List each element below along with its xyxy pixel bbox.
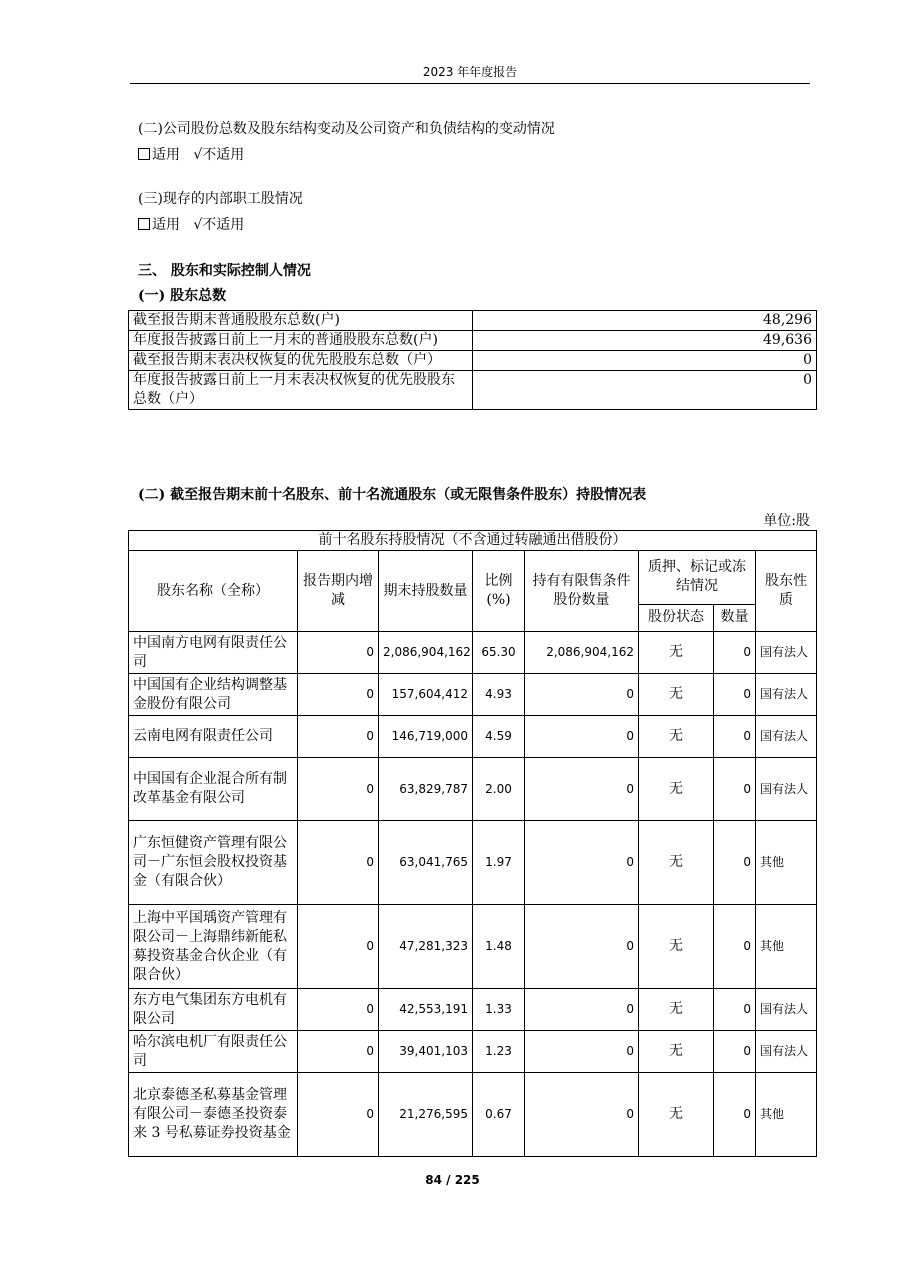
table-caption: 前十名股东持股情况（不含通过转融通出借股份） (129, 531, 817, 551)
checkbox-applicable (138, 218, 150, 230)
row-ratio: 1.48 (473, 905, 525, 989)
row-status: 无 (639, 905, 714, 989)
row-shares: 47,281,323 (379, 905, 473, 989)
row-status: 无 (639, 632, 714, 674)
row-change: 0 (298, 716, 379, 758)
not-applicable-label: √不适用 (193, 147, 245, 163)
row-name: 东方电气集团东方电机有限公司 (129, 989, 298, 1031)
subsection-2-title: (二) 截至报告期末前十名股东、前十名流通股东（或无限售条件股东）持股情况表 (138, 487, 647, 503)
row-status: 无 (639, 1031, 714, 1073)
not-applicable-label: √不适用 (193, 217, 245, 233)
row-shares: 39,401,103 (379, 1031, 473, 1073)
table-header-row (129, 551, 817, 605)
row-nature: 其他 (756, 1073, 817, 1157)
shareholder-totals-table (128, 310, 817, 410)
row-qty: 0 (714, 674, 756, 716)
row-ratio: 2.00 (473, 758, 525, 821)
row-label: 年度报告披露日前上一月末的普通股股东总数(户) (129, 331, 473, 351)
row-qty: 0 (714, 716, 756, 758)
row-label: 截至报告期末表决权恢复的优先股股东总数（户） (129, 351, 473, 371)
row-nature: 其他 (756, 821, 817, 905)
header-ratio: 比例(%) (473, 551, 525, 632)
row-name: 上海中平国瑀资产管理有限公司－上海鼎纬新能私募投资基金合伙企业（有限合伙） (129, 905, 298, 989)
table-row (129, 1073, 817, 1157)
table-row (129, 905, 817, 989)
row-name: 中国南方电网有限责任公司 (129, 632, 298, 674)
row-nature: 其他 (756, 905, 817, 989)
subsection-1-title: (一) 股东总数 (138, 288, 227, 304)
row-value: 0 (473, 351, 817, 371)
row-name: 中国国有企业结构调整基金股份有限公司 (129, 674, 298, 716)
row-name: 云南电网有限责任公司 (129, 716, 298, 758)
row-shares: 2,086,904,162 (379, 632, 473, 674)
table-row (129, 351, 817, 371)
table-row (129, 331, 817, 351)
header-restricted: 持有有限售条件股份数量 (525, 551, 639, 632)
header-pledge-status: 股份状态 (639, 604, 714, 631)
row-change: 0 (298, 905, 379, 989)
row-status: 无 (639, 674, 714, 716)
table-row (129, 371, 817, 410)
row-qty: 0 (714, 821, 756, 905)
header-nature: 股东性质 (756, 551, 817, 632)
section-3-options (138, 214, 244, 234)
row-status: 无 (639, 758, 714, 821)
table-row (129, 821, 817, 905)
row-shares: 63,041,765 (379, 821, 473, 905)
row-restricted: 0 (525, 1073, 639, 1157)
table-row (129, 1031, 817, 1073)
row-restricted: 0 (525, 716, 639, 758)
row-change: 0 (298, 632, 379, 674)
row-label: 截至报告期末普通股股东总数(户) (129, 311, 473, 331)
row-restricted: 0 (525, 905, 639, 989)
checkbox-applicable (138, 148, 150, 160)
row-value: 49,636 (473, 331, 817, 351)
row-change: 0 (298, 821, 379, 905)
applicable-label: 适用 (152, 147, 180, 163)
table-row (129, 311, 817, 331)
row-name: 北京泰德圣私募基金管理有限公司－泰德圣投资泰来 3 号私募证券投资基金 (129, 1073, 298, 1157)
row-qty: 0 (714, 989, 756, 1031)
row-change: 0 (298, 758, 379, 821)
row-shares: 63,829,787 (379, 758, 473, 821)
table-row (129, 632, 817, 674)
applicable-label: 适用 (152, 217, 180, 233)
row-ratio: 4.59 (473, 716, 525, 758)
row-ratio: 65.30 (473, 632, 525, 674)
row-restricted: 2,086,904,162 (525, 632, 639, 674)
section-2-title: (二)公司股份总数及股东结构变动及公司资产和负债结构的变动情况 (138, 121, 555, 137)
row-shares: 21,276,595 (379, 1073, 473, 1157)
row-change: 0 (298, 1073, 379, 1157)
row-nature: 国有法人 (756, 989, 817, 1031)
header-pledge: 质押、标记或冻结情况 (639, 551, 756, 605)
section-2-options (138, 144, 244, 164)
row-nature: 国有法人 (756, 674, 817, 716)
header-rule (130, 83, 810, 84)
table-row (129, 758, 817, 821)
row-change: 0 (298, 1031, 379, 1073)
page-number: 84 / 225 (425, 1173, 480, 1187)
header-shares: 期末持股数量 (379, 551, 473, 632)
row-ratio: 1.97 (473, 821, 525, 905)
section-3-title: (三)现存的内部职工股情况 (138, 191, 303, 207)
row-name: 广东恒健资产管理有限公司－广东恒会股权投资基金（有限合伙） (129, 821, 298, 905)
row-restricted: 0 (525, 758, 639, 821)
row-ratio: 1.23 (473, 1031, 525, 1073)
row-qty: 0 (714, 905, 756, 989)
row-qty: 0 (714, 758, 756, 821)
row-value: 0 (473, 371, 817, 410)
row-qty: 0 (714, 632, 756, 674)
row-restricted: 0 (525, 989, 639, 1031)
table-row (129, 716, 817, 758)
row-nature: 国有法人 (756, 1031, 817, 1073)
table-body (129, 632, 817, 1157)
row-shares: 157,604,412 (379, 674, 473, 716)
row-name: 哈尔滨电机厂有限责任公司 (129, 1031, 298, 1073)
row-status: 无 (639, 1073, 714, 1157)
row-shares: 146,719,000 (379, 716, 473, 758)
row-name: 中国国有企业混合所有制改革基金有限公司 (129, 758, 298, 821)
row-ratio: 4.93 (473, 674, 525, 716)
unit-label: 单位:股 (763, 513, 810, 529)
row-restricted: 0 (525, 674, 639, 716)
row-nature: 国有法人 (756, 716, 817, 758)
row-ratio: 1.33 (473, 989, 525, 1031)
row-qty: 0 (714, 1073, 756, 1157)
row-status: 无 (639, 821, 714, 905)
row-qty: 0 (714, 1031, 756, 1073)
row-nature: 国有法人 (756, 758, 817, 821)
row-restricted: 0 (525, 821, 639, 905)
row-restricted: 0 (525, 1031, 639, 1073)
row-status: 无 (639, 716, 714, 758)
row-change: 0 (298, 989, 379, 1031)
header-name: 股东名称（全称） (129, 551, 298, 632)
row-shares: 42,553,191 (379, 989, 473, 1031)
header-change: 报告期内增减 (298, 551, 379, 632)
table-row (129, 674, 817, 716)
row-label: 年度报告披露日前上一月末表决权恢复的优先股股东总数（户） (129, 371, 473, 410)
row-status: 无 (639, 989, 714, 1031)
row-value: 48,296 (473, 311, 817, 331)
top10-shareholders-table (128, 530, 817, 1157)
header-pledge-qty: 数量 (714, 604, 756, 631)
row-ratio: 0.67 (473, 1073, 525, 1157)
table-caption-row (129, 531, 817, 551)
page-header: 2023 年年度报告 (422, 65, 518, 79)
part-3-title: 三、 股东和实际控制人情况 (138, 263, 311, 279)
row-change: 0 (298, 674, 379, 716)
row-nature: 国有法人 (756, 632, 817, 674)
table-row (129, 989, 817, 1031)
